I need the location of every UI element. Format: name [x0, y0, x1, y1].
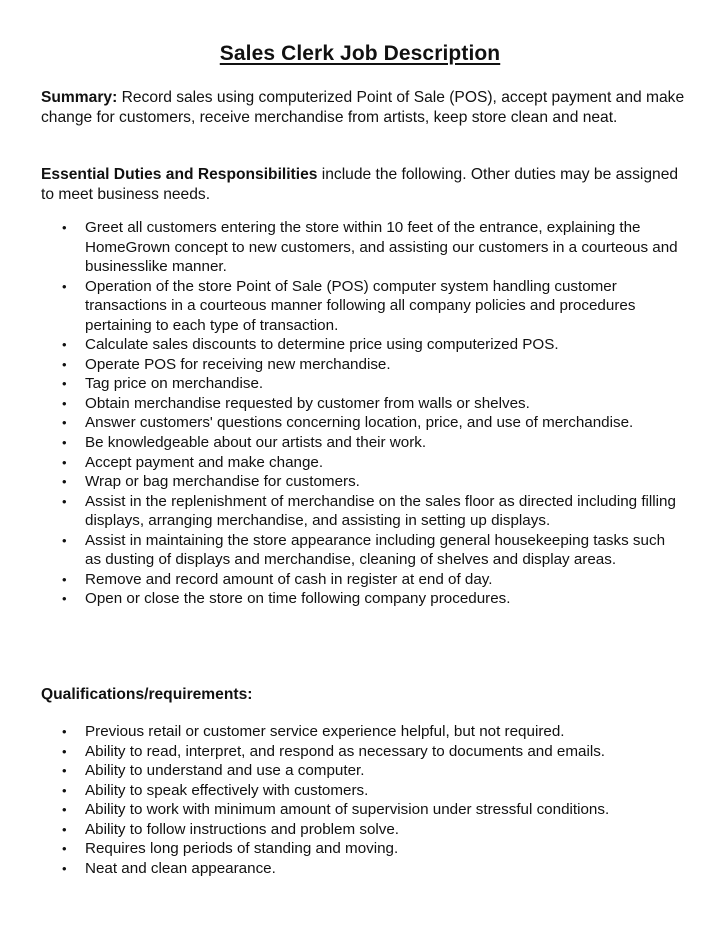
duties-intro-paragraph	[41, 165, 691, 204]
bullet-icon: •	[62, 474, 67, 490]
list-item	[0, 761, 685, 781]
qualifications-list	[0, 722, 720, 878]
list-item	[0, 355, 685, 375]
list-item-text: Obtain merchandise requested by customer from walls or shelves.	[85, 394, 530, 412]
list-item	[0, 453, 685, 473]
list-item-text: Tag price on merchandise.	[85, 375, 264, 393]
list-item	[0, 531, 685, 570]
list-item-text: Ability to read, interpret, and respond as necessary to documents and emails.	[85, 742, 606, 760]
list-item-text: Be knowledgeable about our artists and their work.	[85, 434, 427, 452]
list-item	[0, 413, 685, 433]
summary-paragraph	[41, 88, 691, 127]
list-item-text: Operate POS for receiving new merchandise.	[85, 355, 391, 373]
list-item-text: Requires long periods of standing and moving.	[85, 840, 399, 858]
summary-label: Summary:	[41, 89, 118, 106]
list-item	[0, 742, 685, 762]
list-item	[0, 800, 685, 820]
list-item-text: Remove and record amount of cash in register at end of day.	[85, 570, 493, 588]
bullet-icon: •	[62, 493, 67, 509]
list-item	[0, 859, 685, 879]
list-item	[0, 589, 685, 609]
list-item	[0, 472, 685, 492]
list-item-text: Open or close the store on time following company procedures.	[85, 590, 511, 608]
bullet-icon: •	[62, 415, 67, 431]
list-item-text: Ability to work with minimum amount of supervision under stressful conditions.	[85, 801, 610, 819]
list-item-text: Assist in maintaining the store appearance including general housekeeping tasks such as dusting of displays and merchandise, cleaning of shelves and display areas.	[85, 531, 666, 569]
list-item	[0, 218, 685, 277]
list-item-text: Ability to speak effectively with customers.	[85, 781, 369, 799]
list-item	[0, 722, 685, 742]
list-item-text: Wrap or bag merchandise for customers.	[85, 473, 360, 491]
bullet-icon: •	[62, 763, 67, 779]
bullet-icon: •	[62, 841, 67, 857]
list-item	[0, 820, 685, 840]
list-item-text: Assist in the replenishment of merchandise on the sales floor as directed including filling displays, arranging merchandise, and assisting in setting up displays.	[85, 492, 676, 530]
duties-list	[0, 218, 720, 609]
bullet-icon: •	[62, 802, 67, 818]
bullet-icon: •	[62, 278, 67, 294]
list-item-text: Ability to understand and use a computer.	[85, 762, 365, 780]
list-item-text: Answer customers' questions concerning location, price, and use of merchandise.	[85, 414, 634, 432]
list-item-text: Ability to follow instructions and problem solve.	[85, 820, 400, 838]
bullet-icon: •	[62, 356, 67, 372]
list-item	[0, 570, 685, 590]
duties-label: Essential Duties and Responsibilities	[41, 166, 318, 183]
list-item-text: Accept payment and make change.	[85, 453, 324, 471]
list-item	[0, 839, 685, 859]
bullet-icon: •	[62, 591, 67, 607]
duties-intro-text: include the following. Other duties may be assigned to meet business needs.	[41, 166, 679, 203]
list-item	[0, 335, 685, 355]
bullet-icon: •	[62, 860, 67, 876]
list-item	[0, 374, 685, 394]
bullet-icon: •	[62, 220, 67, 235]
list-item	[0, 394, 685, 414]
list-item	[0, 492, 685, 531]
list-item-text: Neat and clean appearance.	[85, 859, 276, 877]
document-title: Sales Clerk Job Description	[219, 42, 501, 65]
bullet-icon: •	[62, 395, 67, 411]
bullet-icon: •	[62, 435, 67, 451]
list-item	[0, 277, 685, 336]
list-item	[0, 433, 685, 453]
list-item-text: Greet all customers entering the store within 10 feet of the entrance, explaining the HomeGrown concept to new customers, and assisting our customers in a courteous and businesslike manner.	[85, 219, 678, 276]
bullet-icon: •	[62, 724, 67, 739]
qualifications-heading: Qualifications/requirements:	[41, 686, 253, 703]
bullet-icon: •	[62, 532, 67, 548]
list-item-text: Calculate sales discounts to determine price using computerized POS.	[85, 336, 559, 354]
bullet-icon: •	[62, 743, 67, 759]
bullet-icon: •	[62, 821, 67, 837]
bullet-icon: •	[62, 782, 67, 798]
summary-text: Record sales using computerized Point of Sale (POS), accept payment and make change for customers, receive merchandise from artists, keep store clean and neat.	[41, 89, 685, 126]
bullet-icon: •	[62, 454, 67, 470]
bullet-icon: •	[62, 571, 67, 587]
list-item-text: Operation of the store Point of Sale (POS) computer system handling customer transactions in a courteous manner following all company policies and procedures pertaining to each type of transaction.	[85, 277, 636, 334]
list-item-text: Previous retail or customer service experience helpful, but not required.	[85, 723, 565, 740]
bullet-icon: •	[62, 337, 67, 353]
bullet-icon: •	[62, 376, 67, 392]
list-item	[0, 781, 685, 801]
